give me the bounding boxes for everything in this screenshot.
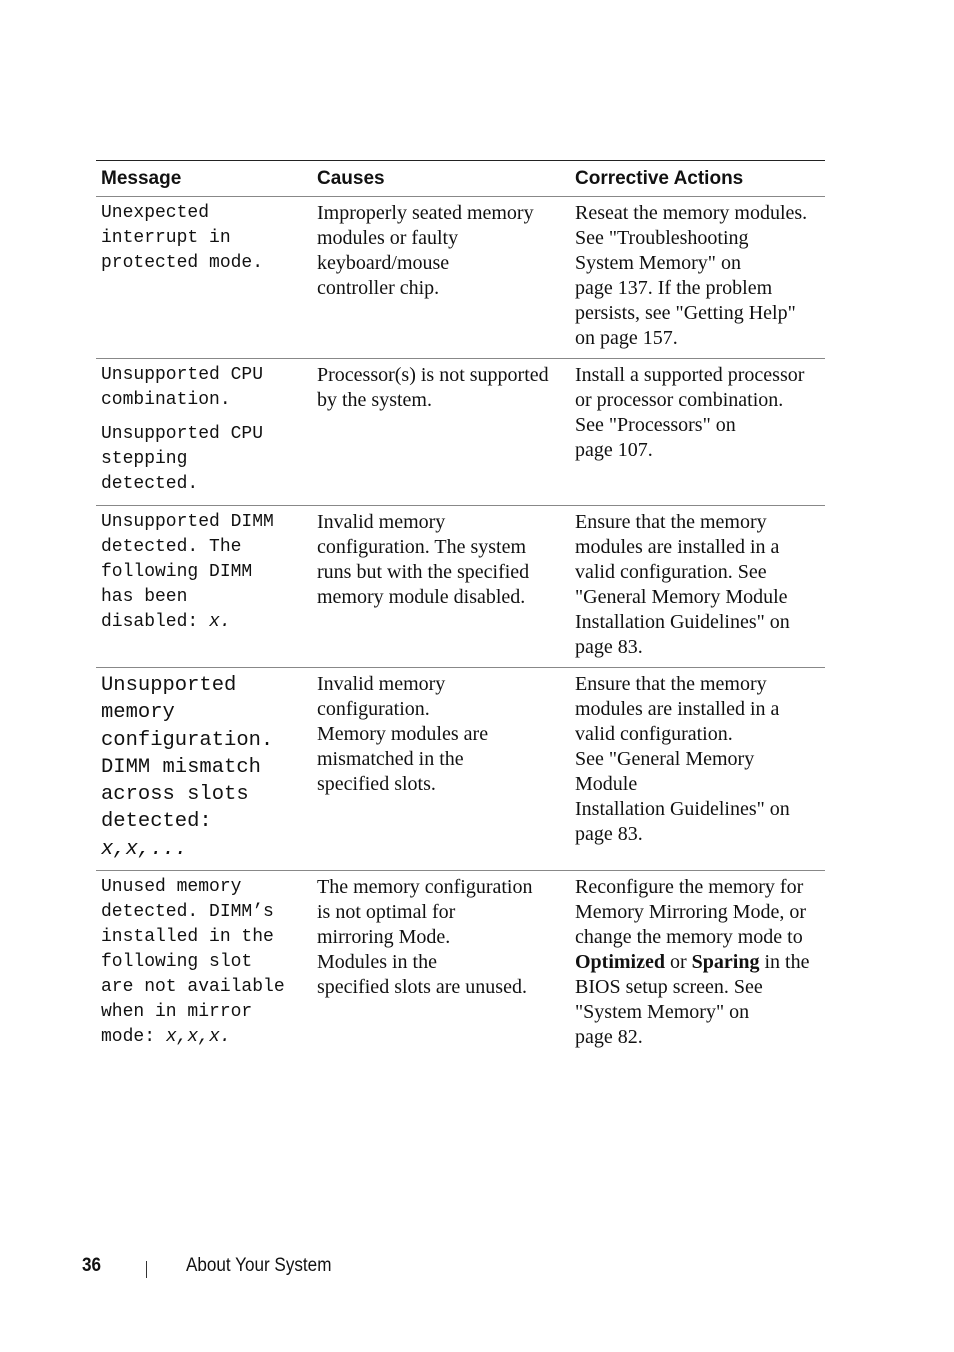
causes-text: Invalid memory configuration. The system runs but with the specified memory module disabled.: [317, 511, 530, 608]
option-sparing: Sparing: [691, 951, 760, 973]
table-row: [96, 668, 825, 871]
actions-text: Install a supported processor or processor combination. See "Processors" on page 107.: [575, 364, 805, 461]
message-text: Unsupported CPU stepping detected.: [101, 424, 264, 494]
actions-text: Reconfigure the memory for Memory Mirroring Mode, or change the memory mode to Optimized or Sparing in the BIOS setup screen. See "System Memory" on page 82.: [575, 876, 810, 1048]
message-text: Unsupported memory configuration. DIMM mismatch across slots detected: x,x,...: [101, 674, 274, 861]
message-text: Unsupported DIMM detected. The following DIMM has been disabled: x.: [101, 512, 274, 632]
page-footer: [82, 1255, 482, 1285]
actions-text: Ensure that the memory modules are installed in a valid configuration. See "General Memory Module Installation Guidelines" on page 83.: [575, 673, 790, 845]
error-messages-table: [96, 160, 825, 1056]
header-message: Message: [101, 167, 182, 189]
table-header-row: [96, 161, 825, 197]
page-number: 36: [82, 1255, 102, 1276]
table-row: [96, 871, 825, 1056]
table-row: [96, 506, 825, 668]
table-row: [96, 197, 825, 359]
footer-divider: [146, 1261, 147, 1278]
causes-text: Processor(s) is not supported by the system.: [317, 364, 549, 411]
header-causes: Causes: [317, 167, 385, 189]
causes-text: The memory configuration is not optimal for mirroring Mode. Modules in the specified slots are unused.: [317, 876, 533, 998]
option-optimized: Optimized: [575, 951, 665, 973]
message-variable: x,x,...: [101, 837, 188, 861]
actions-text: Ensure that the memory modules are installed in a valid configuration. See "General Memory Module Installation Guidelines" on page 83.: [575, 511, 790, 658]
causes-text: Invalid memory configuration. Memory modules are mismatched in the specified slots.: [317, 673, 489, 795]
message-text: Unused memory detected. DIMM’s installed in the following slot are not available when in mirror mode: x,x,x.: [101, 877, 285, 1047]
table-row: [96, 359, 825, 506]
message-text: Unexpected interrupt in protected mode.: [101, 203, 264, 273]
message-variable: x.: [209, 612, 231, 632]
section-title: About Your System: [186, 1255, 332, 1276]
message-variable: x,x,x.: [165, 1027, 231, 1047]
header-corrective-actions: Corrective Actions: [575, 167, 744, 189]
message-text: Unsupported CPU combination.: [101, 365, 264, 410]
causes-text: Improperly seated memory modules or faulty keyboard/mouse controller chip.: [317, 202, 534, 299]
actions-text: Reseat the memory modules. See "Troubleshooting System Memory" on page 137. If the problem persists, see "Getting Help" on page 157.: [575, 202, 808, 349]
